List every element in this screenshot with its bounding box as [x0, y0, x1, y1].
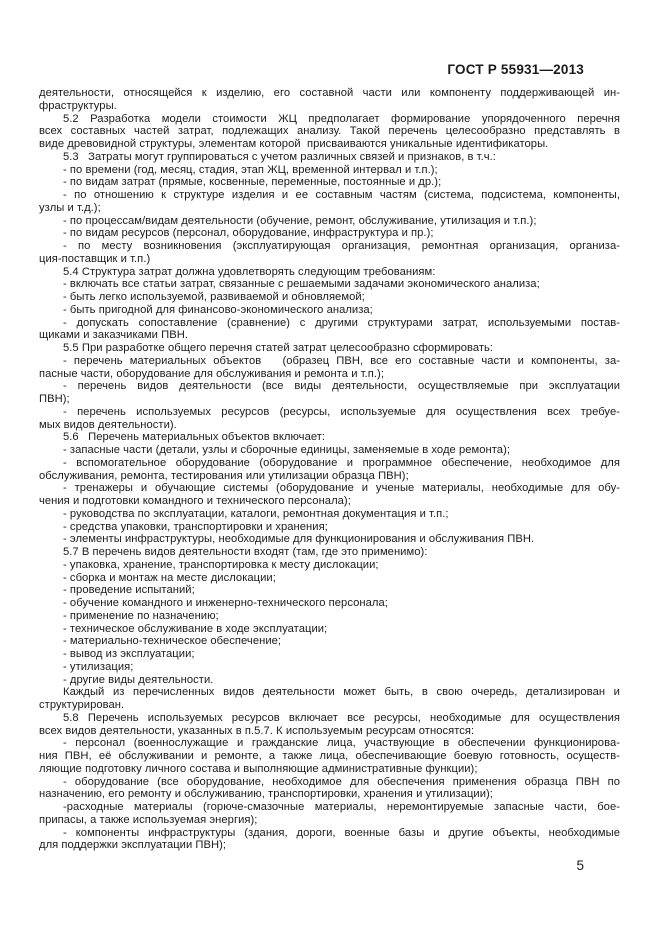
standard-designation: ГОСТ Р 55931—2013 — [447, 62, 584, 77]
text-line: чения и подготовки командного и технического персонала); — [39, 495, 351, 507]
text-line: - быть пригодной для финансово-экономического анализа; — [63, 303, 373, 316]
text-line: 5.7 В перечень видов деятельности входят (там, где это применимо): — [63, 546, 428, 558]
paragraph — [39, 278, 620, 291]
text-line: ция-поставщик и т.п.) — [39, 252, 151, 265]
paragraph — [39, 87, 620, 113]
text-line: - быть легко используемой, развиваемой и обновляемой; — [63, 291, 365, 303]
paragraph — [39, 444, 620, 457]
paragraph — [39, 674, 620, 687]
paragraph — [39, 113, 620, 151]
text-line: обслуживания, ремонта, тестирования или утилизации образца ПВН); — [39, 469, 409, 482]
document-body — [39, 87, 620, 852]
text-line: фраструктуры. — [39, 99, 117, 112]
text-line: - включать все статьи затрат, связанные с решаемыми задачами экономического анализа; — [63, 278, 540, 291]
paragraph — [39, 457, 620, 483]
paragraph — [39, 827, 620, 853]
paragraph — [39, 176, 620, 189]
text-line: - упаковка, хранение, транспортировка к месту дислокации; — [63, 558, 379, 571]
paragraph — [39, 215, 620, 228]
text-line: - тренажеры и обучающие системы (оборудование и ученые материалы, необходимые для обу- — [63, 482, 620, 495]
text-line: всех составных частей затрат, подлежащих анализу. Такой перечень целесообразно представлять в — [39, 125, 620, 138]
text-line: ляющие подготовку личного состава и выполняющие административные функции); — [39, 762, 478, 775]
text-line: припасы, а также используемая энергия); — [39, 813, 258, 826]
paragraph — [39, 164, 620, 177]
text-line: 5.6 Перечень материальных объектов включает: — [63, 431, 326, 444]
text-line: мых видов деятельности). — [39, 418, 177, 431]
paragraph — [39, 597, 620, 610]
text-line: - другие виды деятельности. — [63, 673, 214, 686]
paragraph — [39, 533, 620, 546]
paragraph — [39, 712, 620, 738]
text-line: назначению, его ремонту и обслуживанию, транспортировки, хранения и утилизации); — [39, 788, 493, 801]
text-line: узлы и т.д.); — [39, 201, 101, 214]
text-line: - проведение испытаний; — [63, 584, 195, 597]
text-line: 5.5 При разработке общего перечня статей затрат целесообразно сформировать: — [63, 342, 494, 354]
paragraph — [39, 317, 620, 343]
paragraph — [39, 686, 620, 712]
text-line: - средства упаковки, транспортировки и хранения; — [63, 520, 328, 533]
text-line: - компоненты инфраструктуры (здания, дороги, военные базы и другие объекты, необходимые — [63, 826, 620, 839]
paragraph — [39, 610, 620, 623]
text-line: - утилизация; — [63, 660, 134, 673]
text-line: - по отношению к структуре изделия и ее составным частям (система, подсистема, компоненты, — [63, 189, 620, 201]
text-line: - руководства по эксплуатации, каталоги, ремонтная документация и т.п.; — [63, 507, 449, 520]
text-line: 5.3 Затраты могут группироваться с учетом различных связей и признаков, в т.ч.: — [63, 150, 496, 163]
text-line: - по видам затрат (прямые, косвенные, переменные, постоянные и др.); — [63, 176, 442, 189]
paragraph — [39, 776, 620, 802]
text-line: - по видам ресурсов (персонал, оборудование, инфраструктура и пр.); — [63, 227, 434, 240]
paragraph — [39, 801, 620, 827]
text-line: щиками и заказчиками ПВН. — [39, 329, 188, 342]
text-line: - вывод из эксплуатации; — [63, 648, 195, 660]
text-line: - вспомогательное оборудование (оборудование и программное обеспечение, необходимое для — [63, 456, 620, 469]
paragraph — [39, 572, 620, 585]
text-line: структурирован. — [39, 699, 125, 711]
paragraph — [39, 189, 620, 215]
paragraph — [39, 151, 620, 164]
text-line: 5.8 Перечень используемых ресурсов включает все ресурсы, необходимые для осуществления — [63, 711, 620, 724]
text-line: - элементы инфраструктуры, необходимые для функционирования и обслуживания ПВН. — [63, 533, 535, 546]
paragraph — [39, 635, 620, 648]
text-line: - обучение командного и инженерно-технического персонала; — [63, 597, 388, 609]
paragraph — [39, 508, 620, 521]
paragraph — [39, 482, 620, 508]
page-footer — [576, 858, 584, 873]
paragraph — [39, 342, 620, 355]
running-header — [447, 62, 584, 77]
text-line: - материально-техническое обеспечение; — [63, 635, 282, 648]
text-line: ния ПВН, её обслуживании и ремонте, а также лица, обеспечивающие боевую готовность, осуществ- — [39, 750, 620, 762]
paragraph — [39, 266, 620, 279]
text-line: - перечень используемых ресурсов (ресурсы, используемые для осуществления всех требуе- — [63, 405, 620, 418]
paragraph — [39, 431, 620, 444]
paragraph — [39, 240, 620, 266]
text-line: виде древовидной структуры, элементам которой присваиваются уникальные идентификаторы. — [39, 138, 549, 150]
paragraph — [39, 380, 620, 406]
paragraph — [39, 521, 620, 534]
text-line: - допускать сопоставление (сравнение) с другими структурами затрат, используемыми постав- — [63, 316, 620, 329]
text-line: -расходные материалы (горюче-смазочные материалы, неремонтируемые запасные части, бое- — [63, 801, 620, 813]
paragraph — [39, 584, 620, 597]
paragraph — [39, 648, 620, 661]
text-line: - по времени (год, месяц, стадия, этап ЖЦ, временной интервал и т.п.); — [63, 163, 438, 176]
text-line: ПВН); — [39, 393, 70, 405]
paragraph — [39, 355, 620, 381]
text-line: Каждый из перечисленных видов деятельности может быть, в свою очередь, детализирован и — [63, 686, 620, 699]
text-line: 5.4 Структура затрат должна удовлетворять следующим требованиям: — [63, 265, 436, 278]
page-number: 5 — [576, 858, 584, 873]
text-line: - техническое обслуживание в ходе эксплуатации; — [63, 622, 328, 635]
text-line: - перечень видов деятельности (все виды деятельности, осуществляемые при эксплуатации — [63, 380, 620, 393]
text-line: - запасные части (детали, узлы и сборочные единицы, заменяемые в ходе ремонта); — [63, 444, 511, 456]
text-line: - применение по назначению; — [63, 609, 219, 622]
paragraph — [39, 661, 620, 674]
text-line: - оборудование (все оборудование, необходимое для обеспечения применения образца ПВН по — [63, 775, 620, 788]
text-line: всех видов деятельности, указанных в п.5.7. К используемым ресурсам относятся: — [39, 724, 475, 737]
text-line: - персонал (военнослужащие и гражданские лица, участвующие в обеспечении функционирова- — [63, 737, 620, 750]
text-line: - сборка и монтаж на месте дислокации; — [63, 571, 276, 584]
text-line: - по месту возникновения (эксплуатирующая организация, ремонтная организация, организа- — [63, 240, 620, 252]
paragraph — [39, 546, 620, 559]
text-line: для поддержки эксплуатации ПВН); — [39, 839, 227, 852]
text-line: пасные части, оборудование для обслуживания и ремонта и т.п.); — [39, 367, 384, 380]
paragraph — [39, 304, 620, 317]
paragraph — [39, 291, 620, 304]
paragraph — [39, 406, 620, 432]
text-line: - по процессам/видам деятельности (обучение, ремонт, обслуживание, утилизация и т.п.); — [63, 214, 537, 227]
text-line: - перечень материальных объектов (образец ПВН, все его составные части и компоненты, за- — [63, 354, 620, 367]
paragraph — [39, 227, 620, 240]
text-line: деятельности, относящейся к изделию, его составной части или компоненту поддерживающей ин- — [39, 87, 620, 99]
paragraph — [39, 623, 620, 636]
paragraph — [39, 737, 620, 775]
text-line: 5.2 Разработка модели стоимости ЖЦ предполагает формирование упорядоченного перечня — [63, 112, 620, 125]
paragraph — [39, 559, 620, 572]
